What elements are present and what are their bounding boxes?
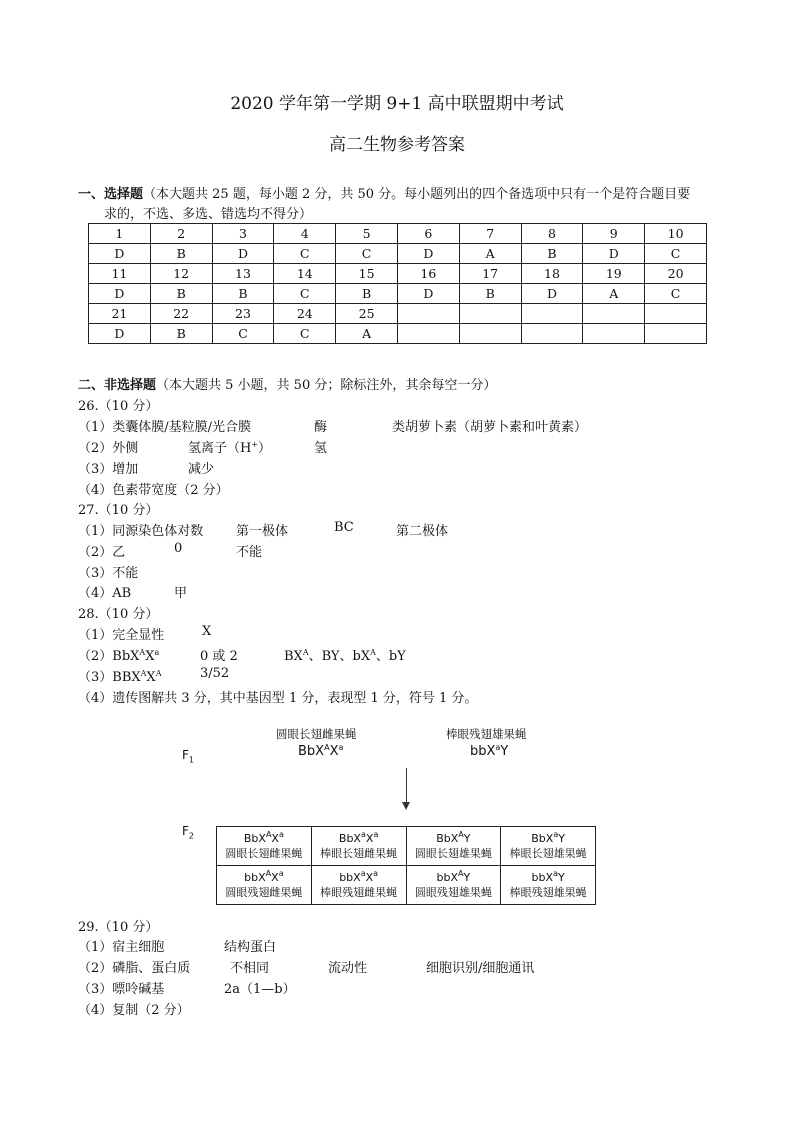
q29-1a: （1）宿主细胞 bbox=[78, 940, 165, 955]
answer-cell bbox=[645, 324, 707, 344]
offspring-phenotype: 圆眼长翅雌果蝇 bbox=[225, 847, 303, 860]
q26-1c: 类胡萝卜素（胡萝卜素和叶黄素） bbox=[392, 420, 588, 435]
offspring-genotype: BbX$^A$Y bbox=[436, 830, 471, 845]
offspring-phenotype: 棒眼长翅雌果蝇 bbox=[320, 847, 398, 860]
q28-1b: X bbox=[202, 624, 212, 639]
q29-1b: 结构蛋白 bbox=[224, 940, 277, 955]
section1-heading-line bbox=[78, 183, 690, 202]
offspring-cell bbox=[217, 866, 312, 905]
question-number-cell: 22 bbox=[150, 304, 212, 324]
question-number-cell: 13 bbox=[212, 264, 274, 284]
question-number-cell: 14 bbox=[274, 264, 336, 284]
answer-cell: C bbox=[274, 284, 336, 304]
q29-3a: （3）嘌呤碱基 bbox=[78, 982, 165, 997]
q28-2c: $BX^A$、BY、$bX^A$、bY bbox=[284, 648, 406, 664]
offspring-cell bbox=[217, 827, 312, 866]
question-number-cell: 23 bbox=[212, 304, 274, 324]
q28-2b: 0 或 2 bbox=[200, 649, 238, 664]
answer-cell: D bbox=[89, 324, 151, 344]
offspring-phenotype: 棒眼长翅雄果蝇 bbox=[509, 847, 587, 860]
question-number-cell: 5 bbox=[336, 224, 398, 244]
answer-table-row bbox=[89, 244, 707, 264]
answer-table-row bbox=[89, 324, 707, 344]
question-number-cell: 20 bbox=[645, 264, 707, 284]
answer-table-row bbox=[89, 264, 707, 284]
q26-1b: 酶 bbox=[314, 420, 328, 435]
question-number-cell: 21 bbox=[89, 304, 151, 324]
answer-cell bbox=[521, 324, 583, 344]
q27-2b: 0 bbox=[174, 541, 183, 556]
answer-table bbox=[88, 223, 707, 344]
offspring-phenotype: 棒眼残翅雄果蝇 bbox=[509, 886, 587, 899]
q29-answer-1 bbox=[78, 936, 277, 955]
offspring-row bbox=[217, 866, 596, 905]
f2-label: $F_2$ bbox=[182, 824, 194, 841]
answer-cell: D bbox=[212, 244, 274, 264]
question-number-cell bbox=[459, 304, 521, 324]
q29-answer-2 bbox=[78, 957, 535, 976]
answer-cell: D bbox=[89, 284, 151, 304]
q28-2a: $(2)BbX^AX^a$ bbox=[78, 648, 160, 664]
offspring-cell bbox=[311, 827, 406, 866]
q27-title: 27.（10 分） bbox=[78, 503, 159, 518]
f2-offspring-table bbox=[216, 826, 596, 905]
q27-4a: （4）AB bbox=[78, 586, 132, 601]
section2-heading-line bbox=[78, 374, 496, 393]
offspring-cell bbox=[311, 866, 406, 905]
q27-4b: 甲 bbox=[174, 586, 188, 601]
offspring-cell bbox=[406, 866, 501, 905]
answer-key-subtitle: 高二生物参考答案 bbox=[329, 135, 465, 155]
q29-3b: 2a（1—b） bbox=[224, 982, 296, 997]
question-number-cell: 1 bbox=[89, 224, 151, 244]
question-number-cell: 9 bbox=[583, 224, 645, 244]
question-number-cell: 6 bbox=[397, 224, 459, 244]
q26-2b: 氢离子（H+） bbox=[188, 440, 272, 456]
section2-heading: 二、非选择题 bbox=[78, 378, 157, 393]
answer-cell: B bbox=[212, 284, 274, 304]
q28-answer-4: （4）遗传图解共 3 分，其中基因型 1 分，表现型 1 分，符号 1 分。 bbox=[78, 691, 478, 706]
offspring-genotype: bbX$^a$Y bbox=[531, 869, 565, 884]
section1-note-line1: （本大题共 25 题，每小题 2 分，共 50 分。每小题列出的四个备选项中只有一个是符合题目要 bbox=[143, 187, 691, 202]
question-number-cell: 17 bbox=[459, 264, 521, 284]
q26-3b: 减少 bbox=[188, 462, 215, 477]
answer-cell: D bbox=[397, 244, 459, 264]
answer-cell: A bbox=[583, 284, 645, 304]
q26-3a: （3）增加 bbox=[78, 462, 139, 477]
answer-cell: C bbox=[212, 324, 274, 344]
question-number-cell: 4 bbox=[274, 224, 336, 244]
answer-cell: D bbox=[397, 284, 459, 304]
question-number-cell: 11 bbox=[89, 264, 151, 284]
answer-cell: C bbox=[274, 324, 336, 344]
answer-cell: B bbox=[150, 244, 212, 264]
q29-2b: 不相同 bbox=[230, 961, 270, 976]
answer-table-row bbox=[89, 224, 707, 244]
question-number-cell: 8 bbox=[521, 224, 583, 244]
answer-cell: A bbox=[336, 324, 398, 344]
q26-2a: （2）外侧 bbox=[78, 441, 139, 456]
q29-answer-4: （4）复制（2 分） bbox=[78, 1003, 190, 1018]
q29-answer-3 bbox=[78, 978, 296, 997]
q27-1b: 第一极体 bbox=[236, 524, 289, 539]
question-number-cell: 15 bbox=[336, 264, 398, 284]
answer-table-row bbox=[89, 304, 707, 324]
q28-3b: 3/52 bbox=[200, 666, 230, 681]
answer-cell: A bbox=[459, 244, 521, 264]
f1-female-genotype: $BbX^AX^a$ bbox=[298, 743, 344, 759]
answer-cell: B bbox=[150, 284, 212, 304]
q28-answer-1 bbox=[78, 624, 212, 643]
f1-male-phenotype: 棒眼残翅雄果蝇 bbox=[446, 727, 527, 741]
question-number-cell: 25 bbox=[336, 304, 398, 324]
q29-2a: （2）磷脂、蛋白质 bbox=[78, 961, 191, 976]
q27-2c: 不能 bbox=[236, 545, 263, 560]
answer-cell bbox=[459, 324, 521, 344]
q28-3a: $(3)BBX^AX^A$ bbox=[78, 669, 162, 685]
exam-title: 2020 学年第一学期 9+1 高中联盟期中考试 bbox=[230, 94, 564, 114]
q27-1d: 第二极体 bbox=[396, 524, 449, 539]
offspring-cell bbox=[501, 827, 596, 866]
q26-answer-2 bbox=[78, 437, 328, 456]
q29-2c: 流动性 bbox=[328, 961, 368, 976]
cross-arrow-head bbox=[402, 802, 410, 810]
answer-cell: C bbox=[645, 244, 707, 264]
question-number-cell bbox=[645, 304, 707, 324]
q27-1a: （1）同源染色体对数 bbox=[78, 524, 204, 539]
question-number-cell: 3 bbox=[212, 224, 274, 244]
q29-2d: 细胞识别/细胞通讯 bbox=[426, 961, 535, 976]
answer-cell: B bbox=[336, 284, 398, 304]
f1-male-genotype: bbX$^a$Y bbox=[470, 743, 509, 759]
q27-answer-1 bbox=[78, 520, 449, 539]
offspring-cell bbox=[406, 827, 501, 866]
question-number-cell bbox=[583, 304, 645, 324]
answer-cell: B bbox=[150, 324, 212, 344]
q26-answer-1 bbox=[78, 416, 588, 435]
question-number-cell: 2 bbox=[150, 224, 212, 244]
f1-female-phenotype: 圆眼长翅雌果蝇 bbox=[276, 727, 357, 741]
answer-cell: C bbox=[645, 284, 707, 304]
q26-1a: （1）类囊体膜/基粒膜/光合膜 bbox=[78, 420, 252, 435]
offspring-phenotype: 圆眼残翅雄果蝇 bbox=[414, 886, 492, 899]
offspring-genotype: $BbX^aX^a$ bbox=[338, 830, 379, 845]
question-number-cell: 7 bbox=[459, 224, 521, 244]
answer-cell: C bbox=[274, 244, 336, 264]
q27-2a: （2）乙 bbox=[78, 545, 126, 560]
answer-table-row bbox=[89, 284, 707, 304]
q26-answer-3 bbox=[78, 458, 215, 477]
q28-answer-2 bbox=[78, 645, 406, 664]
question-number-cell: 12 bbox=[150, 264, 212, 284]
section1-heading: 一、选择题 bbox=[78, 187, 144, 202]
answer-cell: D bbox=[521, 284, 583, 304]
section1-note-line2: 求的，不选、多选、错选均不得分） bbox=[104, 207, 313, 222]
offspring-genotype: bbX$^A$Y bbox=[436, 869, 471, 884]
q27-answer-2 bbox=[78, 541, 263, 560]
question-number-cell: 16 bbox=[397, 264, 459, 284]
q29-title: 29.（10 分） bbox=[78, 920, 159, 935]
q26-2c: 氢 bbox=[314, 441, 328, 456]
offspring-genotype: $BbX^AX^a$ bbox=[243, 830, 284, 845]
question-number-cell: 19 bbox=[583, 264, 645, 284]
offspring-phenotype: 圆眼残翅雌果蝇 bbox=[225, 886, 303, 899]
q28-1a: （1）完全显性 bbox=[78, 628, 165, 643]
answer-cell: C bbox=[336, 244, 398, 264]
answer-cell bbox=[397, 324, 459, 344]
q28-answer-3 bbox=[78, 666, 230, 685]
question-number-cell: 24 bbox=[274, 304, 336, 324]
answer-cell: B bbox=[521, 244, 583, 264]
q26-answer-4: （4）色素带宽度（2 分） bbox=[78, 483, 229, 498]
q27-answer-4 bbox=[78, 582, 188, 601]
q28-title: 28.（10 分） bbox=[78, 607, 159, 622]
offspring-phenotype: 棒眼残翅雌果蝇 bbox=[320, 886, 398, 899]
offspring-genotype: $bbX^aX^a$ bbox=[339, 869, 379, 884]
q26-title: 26.（10 分） bbox=[78, 399, 159, 414]
question-number-cell: 18 bbox=[521, 264, 583, 284]
question-number-cell: 10 bbox=[645, 224, 707, 244]
question-number-cell bbox=[397, 304, 459, 324]
offspring-row bbox=[217, 827, 596, 866]
question-number-cell bbox=[521, 304, 583, 324]
answer-cell: D bbox=[583, 244, 645, 264]
q27-answer-3: （3）不能 bbox=[78, 566, 139, 581]
f1-label: $F_1$ bbox=[182, 748, 194, 765]
offspring-cell bbox=[501, 866, 596, 905]
offspring-genotype: BbX$^a$Y bbox=[531, 830, 565, 845]
q27-1c: BC bbox=[334, 520, 354, 535]
answer-cell: B bbox=[459, 284, 521, 304]
answer-cell bbox=[583, 324, 645, 344]
section2-note: （本大题共 5 小题，共 50 分；除标注外，其余每空一分） bbox=[156, 378, 497, 393]
offspring-genotype: $bbX^AX^a$ bbox=[244, 869, 284, 884]
offspring-phenotype: 圆眼长翅雄果蝇 bbox=[414, 847, 492, 860]
answer-cell: D bbox=[89, 244, 151, 264]
